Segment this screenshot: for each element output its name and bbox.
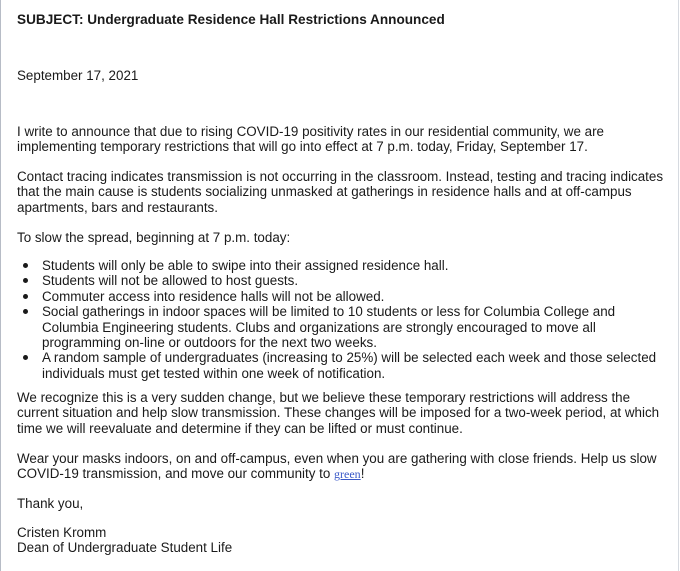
closing: Thank you, [17, 496, 84, 511]
email-date: September 17, 2021 [17, 68, 139, 83]
paragraph-announcement: I write to announce that due to rising COVID-19 positivity rates in our residential community, we are implementing temporary restrictions that will go into effect at 7 p.m. today, Friday, September 17. [17, 124, 604, 155]
signature-name: Cristen Kromm [17, 525, 107, 540]
email-subject: SUBJECT: Undergraduate Residence Hall Restrictions Announced [17, 12, 445, 27]
restrictions-list [17, 258, 667, 381]
green-link[interactable]: green [334, 467, 361, 482]
masks-text-end: ! [360, 466, 365, 482]
paragraph-recognize: We recognize this is a very sudden change, but we believe these temporary restrictions will address the current situation and help slow transmission. These changes will be imposed for a two-week period, at which time we will reevaluate and determine if they can be lifted or must continue. [17, 390, 660, 436]
list-item: Students will only be able to swipe into their assigned residence hall. [17, 258, 667, 273]
list-item: Students will not be allowed to host guests. [17, 273, 667, 288]
masks-text: Wear your masks indoors, on and off-campus, even when you are gathering with close friends. Help us slow COVID-19 transmission, and move our community to [17, 451, 657, 482]
signature-title: Dean of Undergraduate Student Life [17, 540, 233, 555]
list-item: A random sample of undergraduates (increasing to 25%) will be selected each week and those selected individuals must get tested within one week of notification. [17, 350, 667, 381]
paragraph-slow-spread: To slow the spread, beginning at 7 p.m. today: [17, 230, 291, 245]
paragraph-masks [17, 451, 667, 483]
list-item: Social gatherings in indoor spaces will be limited to 10 students or less for Columbia College and Columbia Engineering students. Clubs and organizations are strongly encouraged to move all programming on-line or outdoors for the next two weeks. [17, 304, 667, 350]
list-item: Commuter access into residence halls will not be allowed. [17, 289, 667, 304]
paragraph-contact-tracing: Contact tracing indicates transmission is not occurring in the classroom. Instead, testing and tracing indicates that the main cause is students socializing unmasked at gatherings in residence halls and at off-campus apartments, bars and restaurants. [17, 169, 664, 215]
